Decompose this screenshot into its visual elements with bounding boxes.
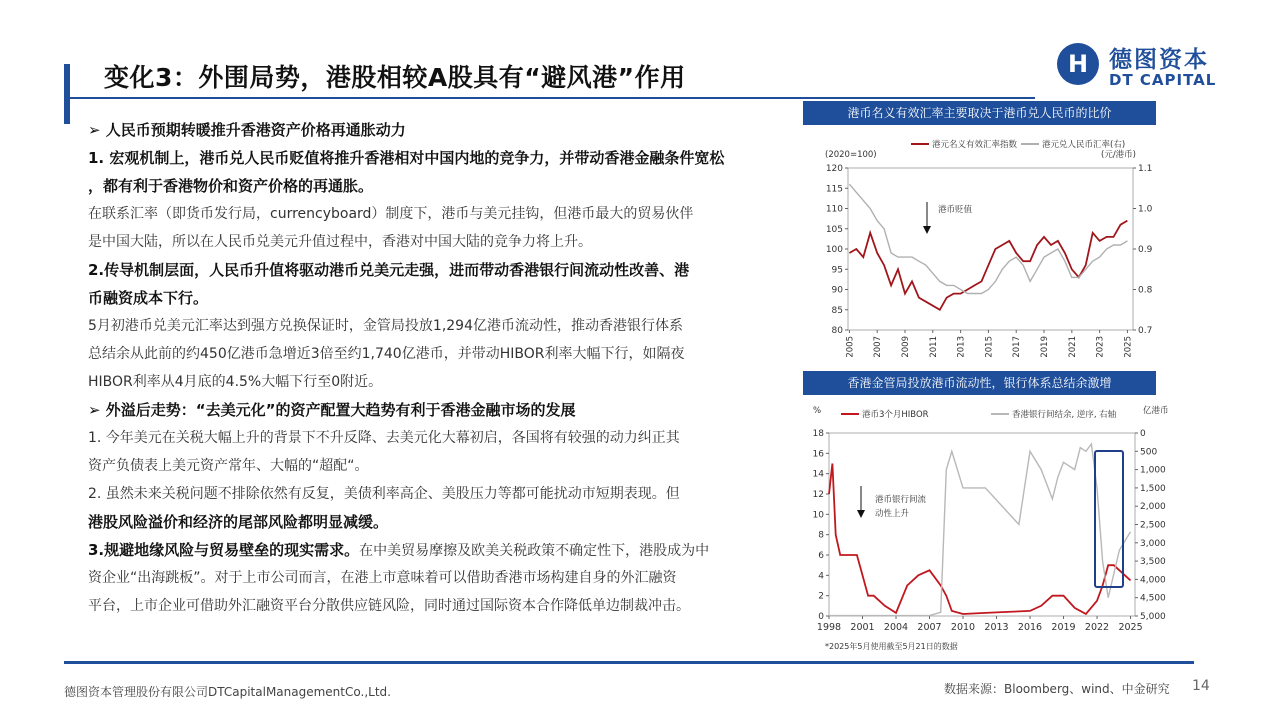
text-line-rest: 在中美贸易摩擦及欧美关税政策不确定性下，港股成为中 xyxy=(359,543,710,559)
text-line: 资产负债表上美元资产常年、大幅的“超配“。 xyxy=(88,458,369,474)
plot-frame xyxy=(829,433,1135,616)
annotation-arrowhead xyxy=(857,510,865,518)
left-tick-label: 18 xyxy=(812,429,824,439)
annotation-arrowhead xyxy=(923,226,931,234)
text-line: 资企业“出海跳板”。对于上市公司而言，在港上市意味着可以借助香港市场构建自身的外汇融资 xyxy=(88,570,677,586)
text-line: ，都有利于香港物价和资产价格的再通胀。 xyxy=(88,177,374,195)
company-logo xyxy=(1057,41,1227,93)
right-tick-label: 0.8 xyxy=(1138,285,1153,296)
plot-frame xyxy=(848,168,1133,330)
x-tick-label: 2005 xyxy=(845,336,856,358)
text-line: 币融资成本下行。 xyxy=(88,289,209,307)
x-tick-label: 2022 xyxy=(1084,622,1110,633)
x-tick-label: 2007 xyxy=(873,336,884,358)
text-line: ➢ 外溢后走势：“去美元化”的资产配置大趋势有利于香港金融市场的发展 xyxy=(88,401,576,419)
text-line: 1. 今年美元在关税大幅上升的背景下不升反降、去美元化大幕初启，各国将有较强的动力纠正其 xyxy=(88,430,680,446)
text-line: 在联系汇率（即货币发行局，currencyboard）制度下，港币与美元挂钩，但港币最大的贸易伙伴 xyxy=(88,206,694,222)
right-tick-label: 3,500 xyxy=(1140,557,1166,568)
legend-label: 港币3个月HIBOR xyxy=(862,410,929,420)
series-line-1 xyxy=(849,184,1127,293)
text-line xyxy=(88,540,709,561)
right-tick-label: 0.7 xyxy=(1138,326,1153,336)
left-tick-label: 16 xyxy=(812,449,824,460)
left-tick-label: 95 xyxy=(831,265,843,276)
right-tick-label: 3,000 xyxy=(1140,538,1166,549)
right-tick-label: 0 xyxy=(1140,429,1146,439)
x-tick-label: 2010 xyxy=(950,622,976,633)
x-tick-label: 2009 xyxy=(901,336,911,358)
chart2-annotation-line1: 港币银行间流 xyxy=(875,495,927,505)
right-axis-label: (元/港币) xyxy=(1101,150,1136,160)
x-tick-label: 2001 xyxy=(850,622,875,633)
x-tick-label: 2016 xyxy=(1017,622,1043,633)
x-tick-label: 2023 xyxy=(1095,336,1106,358)
text-line: 总结余从此前的约450亿港币急增近3倍至约1,740亿港币，并带动HIBOR利率大幅下行，如隔夜 xyxy=(88,346,685,362)
chart-effective-exchange-rate xyxy=(803,130,1163,362)
left-tick-label: 8 xyxy=(818,530,824,541)
right-tick-label: 1,500 xyxy=(1140,483,1166,494)
right-axis-label: 亿港币 xyxy=(1143,406,1169,416)
x-tick-label: 2015 xyxy=(984,336,995,358)
x-tick-label: 2004 xyxy=(883,622,909,633)
left-axis-label: % xyxy=(813,406,822,416)
right-tick-label: 2,000 xyxy=(1140,502,1166,513)
legend-label: 港元名义有效汇率指数 xyxy=(932,140,1018,150)
x-tick-label: 2013 xyxy=(956,336,967,358)
text-line: 平台，上市企业可借助外汇融资平台分散供应链风险，同时通过国际资本合作降低单边制裁冲击。 xyxy=(88,598,690,614)
right-tick-label: 1,000 xyxy=(1140,465,1166,476)
text-line: 2.传导机制层面，人民币升值将驱动港币兑美元走强，进而带动香港银行间流动性改善、港 xyxy=(88,261,690,279)
x-tick-label: 2017 xyxy=(1012,336,1023,358)
x-tick-label: 1998 xyxy=(816,622,842,633)
chart2-annotation-line2: 动性上升 xyxy=(875,509,910,519)
x-tick-label: 2025 xyxy=(1118,622,1143,633)
legend-label: 香港银行间结余, 逆序, 右轴 xyxy=(1012,410,1117,420)
legend-label: 港元兑人民币汇率(右) xyxy=(1042,140,1126,150)
x-tick-label: 2007 xyxy=(917,622,942,633)
text-line-bold: 3.规避地缘风险与贸易壁垒的现实需求。 xyxy=(88,541,360,559)
text-line: 港股风险溢价和经济的尾部风险都明显减缓。 xyxy=(88,513,389,531)
text-line: 是中国大陆，所以在人民币兑美元升值过程中，香港对中国大陆的竞争力将上升。 xyxy=(88,234,592,250)
x-tick-label: 2019 xyxy=(1051,622,1076,633)
text-line: ➢ 人民币预期转暖推升香港资产价格再通胀动力 xyxy=(88,121,406,139)
left-tick-label: 6 xyxy=(818,551,824,561)
logo-mark-icon: H xyxy=(1057,43,1099,85)
series-line-0 xyxy=(849,221,1127,310)
footer-divider xyxy=(64,661,1194,664)
left-tick-label: 110 xyxy=(825,204,843,215)
right-tick-label: 1.1 xyxy=(1138,164,1153,174)
left-tick-label: 10 xyxy=(812,510,824,521)
series-line-1 xyxy=(829,444,1131,616)
left-tick-label: 105 xyxy=(825,224,843,235)
left-tick-label: 115 xyxy=(825,184,843,195)
chart2-caption: 香港金管局投放港币流动性，银行体系总结余激增 xyxy=(803,371,1156,395)
left-tick-label: 80 xyxy=(831,326,843,336)
title-underline xyxy=(70,97,1035,99)
left-tick-label: 2 xyxy=(818,591,824,602)
chart-hibor-liquidity xyxy=(803,396,1175,658)
left-tick-label: 14 xyxy=(812,469,824,480)
left-tick-label: 4 xyxy=(818,571,824,582)
footer-company: 德图资本管理股份有限公司DTCapitalManagementCo.,Ltd. xyxy=(64,685,391,699)
x-tick-label: 2019 xyxy=(1040,336,1051,358)
text-line: 2. 虽然未来关税问题不排除依然有反复，美债利率高企、美股压力等都可能扰动市短期表现。但 xyxy=(88,486,680,502)
page-number: 14 xyxy=(1192,678,1210,694)
page-title: 变化3：外围局势，港股相较A股具有“避风港”作用 xyxy=(104,63,686,92)
left-tick-label: 85 xyxy=(831,305,843,316)
chart1-caption: 港币名义有效汇率主要取决于港币兑人民币的比价 xyxy=(803,101,1156,125)
right-tick-label: 4,500 xyxy=(1140,593,1166,604)
logo-text-cn: 德图资本 xyxy=(1109,47,1209,73)
chart1-annotation: 港币贬值 xyxy=(938,205,973,215)
right-tick-label: 2,500 xyxy=(1140,520,1166,531)
text-line: 1. 宏观机制上，港币兑人民币贬值将推升香港相对中国内地的竞争力，并带动香港金融条件宽松 xyxy=(88,149,725,167)
right-tick-label: 500 xyxy=(1140,447,1158,458)
left-tick-label: 12 xyxy=(812,490,824,500)
logo-text-en: DT CAPITAL xyxy=(1109,71,1217,89)
x-tick-label: 2013 xyxy=(984,622,1009,633)
title-accent-bar xyxy=(64,64,70,124)
right-tick-label: 5,000 xyxy=(1140,612,1166,622)
text-line: HIBOR利率从4月底的4.5%大幅下行至0附近。 xyxy=(88,374,383,390)
left-axis-label: (2020=100) xyxy=(825,150,877,160)
right-tick-label: 1.0 xyxy=(1138,204,1153,215)
footer-source: 数据来源：Bloomberg、wind、中金研究 xyxy=(944,682,1170,696)
left-tick-label: 100 xyxy=(825,245,843,255)
text-line: 5月初港币兑美元汇率达到强方兑换保证时，金管局投放1,294亿港币流动性，推动香港银行体系 xyxy=(88,318,683,334)
x-tick-label: 2021 xyxy=(1067,336,1078,358)
x-tick-label: 2011 xyxy=(928,336,939,358)
right-tick-label: 0.9 xyxy=(1138,245,1153,255)
x-tick-label: 2025 xyxy=(1123,336,1134,358)
left-tick-label: 0 xyxy=(818,612,824,622)
series-line-0 xyxy=(829,464,1131,615)
chart2-note: *2025年5月使用截至5月21日的数据 xyxy=(825,642,958,651)
left-tick-label: 120 xyxy=(825,164,843,174)
left-tick-label: 90 xyxy=(831,285,843,296)
right-tick-label: 4,000 xyxy=(1140,575,1166,586)
